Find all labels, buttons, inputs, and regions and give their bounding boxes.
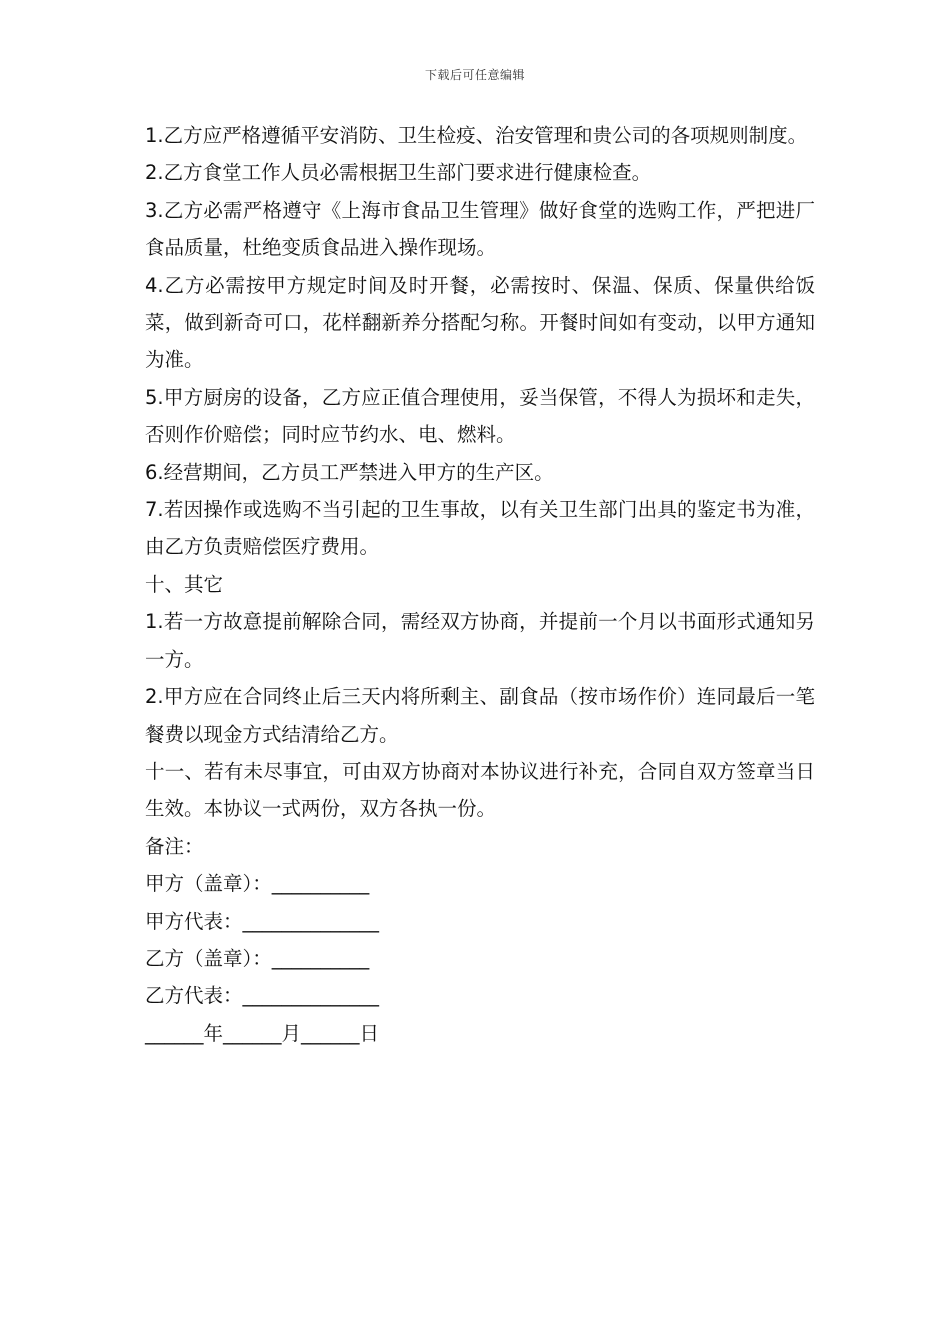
document-body [145,117,815,1052]
section-eleven: 十一、若有未尽事宜，可由双方协商对本协议进行补充，合同自双方签章当日生效。本协议一式两份，双方各执一份。 [145,759,815,821]
clause-6: 6.经营期间，乙方员工严禁进入甲方的生产区。 [145,460,554,484]
party-a-rep-line: 甲方代表：______________ [145,909,380,933]
date-line: ______年______月______日 [145,1021,380,1045]
clause-4: 4.乙方必需按甲方规定时间及时开餐，必需按时、保温、保质、保量供给饭菜，做到新奇可口，花样翻新养分搭配匀称。开餐时间如有变动，以甲方通知为准。 [145,273,815,372]
other-clause-1: 1.若一方故意提前解除合同，需经双方协商，并提前一个月以书面形式通知另一方。 [145,610,815,671]
remarks-label: 备注： [145,834,204,858]
clause-1: 1.乙方应严格遵循平安消防、卫生检疫、治安管理和贵公司的各项规则制度。 [145,124,808,147]
party-b-seal-line: 乙方（盖章）：__________ [145,946,370,970]
party-a-seal-line: 甲方（盖章）：__________ [145,872,370,896]
page-header: 下载后可任意编辑 [424,68,525,82]
party-b-rep-line: 乙方代表：______________ [145,984,380,1008]
clause-7: 7.若因操作或选购不当引起的卫生事故，以有关卫生部门出具的鉴定书为准，由乙方负责赔偿医疗费用。 [145,498,815,559]
other-clause-2: 2.甲方应在合同终止后三天内将所剩主、副食品（按市场作价）连同最后一笔餐费以现金方式结清给乙方。 [145,685,815,746]
clause-5: 5.甲方厨房的设备，乙方应正值合理使用，妥当保管，不得人为损坏和走失，否则作价赔偿；同时应节约水、电、燃料。 [145,385,815,447]
clause-2: 2.乙方食堂工作人员必需根据卫生部门要求进行健康检查。 [145,161,652,185]
clause-3: 3.乙方必需严格遵守《上海市食品卫生管理》做好食堂的选购工作，严把进厂食品质量，杜绝变质食品进入操作现场。 [145,198,815,260]
section-heading-other: 十、其它 [145,572,224,596]
